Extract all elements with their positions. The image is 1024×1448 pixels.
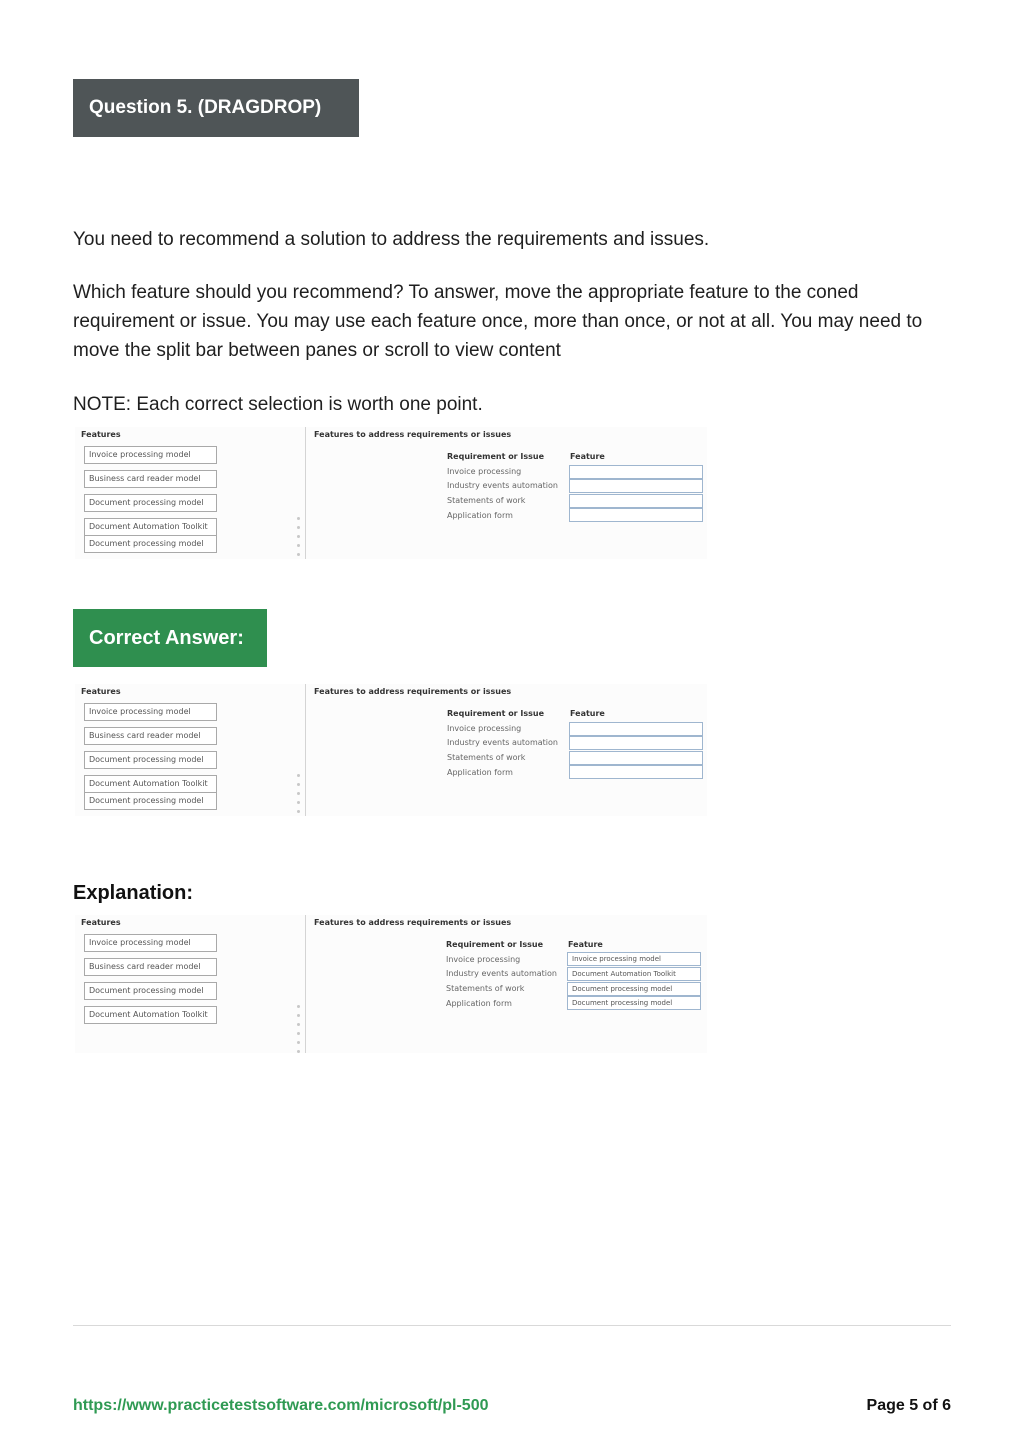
target-pane-title: Features to address requirements or issues: [314, 430, 512, 439]
requirement-label: Invoice processing: [447, 467, 522, 476]
draggable-feature[interactable]: Document Automation Toolkit: [84, 1006, 217, 1024]
requirement-label: Application form: [447, 768, 513, 777]
feature-column-header: Feature: [570, 452, 605, 461]
requirement-column-header: Requirement or Issue: [447, 452, 545, 461]
draggable-feature[interactable]: Invoice processing model: [84, 446, 217, 464]
requirement-label: Statements of work: [447, 496, 526, 505]
feature-column-header: Feature: [570, 709, 605, 718]
drop-target[interactable]: [569, 751, 703, 765]
correct-answer-badge: [73, 609, 267, 667]
feature-column-header: Feature: [568, 940, 603, 949]
drop-target[interactable]: [569, 508, 703, 522]
draggable-feature[interactable]: Business card reader model: [84, 958, 217, 976]
drop-target[interactable]: [569, 722, 703, 736]
draggable-feature[interactable]: Business card reader model: [84, 470, 217, 488]
features-pane-title: Features: [81, 918, 121, 927]
requirement-label: Industry events automation: [446, 969, 557, 978]
explanation-exhibit: [75, 915, 707, 1053]
draggable-feature[interactable]: Invoice processing model: [84, 703, 217, 721]
requirement-label: Industry events automation: [447, 481, 558, 490]
drop-target[interactable]: [569, 736, 703, 750]
question-note: NOTE: Each correct selection is worth one point.: [73, 394, 483, 415]
drop-target-filled[interactable]: Document processing model: [567, 996, 701, 1010]
requirement-label: Invoice processing: [447, 724, 522, 733]
draggable-feature[interactable]: Document processing model: [84, 792, 217, 810]
footer-divider: [73, 1325, 951, 1326]
requirement-column-header: Requirement or Issue: [446, 940, 544, 949]
draggable-feature[interactable]: Document processing model: [84, 535, 217, 553]
split-bar-grip-icon: [297, 774, 301, 813]
target-pane-title: Features to address requirements or issues: [314, 918, 512, 927]
draggable-feature[interactable]: Invoice processing model: [84, 934, 217, 952]
page-number: Page 5 of 6: [866, 1397, 951, 1414]
requirement-label: Application form: [447, 511, 513, 520]
question-exhibit: [75, 427, 707, 559]
requirement-label: Statements of work: [447, 753, 526, 762]
split-bar-grip-icon: [297, 517, 301, 556]
question-label: Question 5. (DRAGDROP): [89, 97, 322, 118]
drop-target[interactable]: [569, 494, 703, 508]
target-pane-title: Features to address requirements or issues: [314, 687, 512, 696]
requirement-label: Statements of work: [446, 984, 525, 993]
split-bar[interactable]: [305, 915, 306, 1053]
drop-target-filled[interactable]: Document processing model: [567, 982, 701, 996]
draggable-feature[interactable]: Business card reader model: [84, 727, 217, 745]
drop-target[interactable]: [569, 479, 703, 493]
explanation-heading: Explanation:: [73, 882, 194, 904]
requirement-label: Industry events automation: [447, 738, 558, 747]
drop-target[interactable]: [569, 465, 703, 479]
split-bar[interactable]: [305, 427, 306, 559]
draggable-feature[interactable]: Document Automation Toolkit: [84, 518, 217, 536]
drop-target-filled[interactable]: Invoice processing model: [567, 952, 701, 966]
requirement-label: Invoice processing: [446, 955, 521, 964]
correct-answer-label: Correct Answer:: [89, 626, 244, 649]
question-badge: [73, 79, 359, 137]
split-bar[interactable]: [305, 684, 306, 816]
requirement-label: Application form: [446, 999, 512, 1008]
question-instructions: Which feature should you recommend? To answer, move the appropriate feature to the coned requirement or issue. You may use each feature once, more than once, or not at all. You may need to move the split bar between panes or scroll to view content: [73, 282, 923, 361]
drop-target[interactable]: [569, 765, 703, 779]
draggable-feature[interactable]: Document processing model: [84, 982, 217, 1000]
draggable-feature[interactable]: Document processing model: [84, 494, 217, 512]
draggable-feature[interactable]: Document processing model: [84, 751, 217, 769]
answer-exhibit: [75, 684, 707, 816]
features-pane-title: Features: [81, 687, 121, 696]
drop-target-filled[interactable]: Document Automation Toolkit: [567, 967, 701, 981]
requirement-column-header: Requirement or Issue: [447, 709, 545, 718]
footer-url-link[interactable]: https://www.practicetestsoftware.com/microsoft/pl-500: [73, 1397, 489, 1414]
features-pane-title: Features: [81, 430, 121, 439]
split-bar-grip-icon: [297, 1005, 301, 1053]
draggable-feature[interactable]: Document Automation Toolkit: [84, 775, 217, 793]
question-intro: You need to recommend a solution to address the requirements and issues.: [73, 229, 710, 250]
